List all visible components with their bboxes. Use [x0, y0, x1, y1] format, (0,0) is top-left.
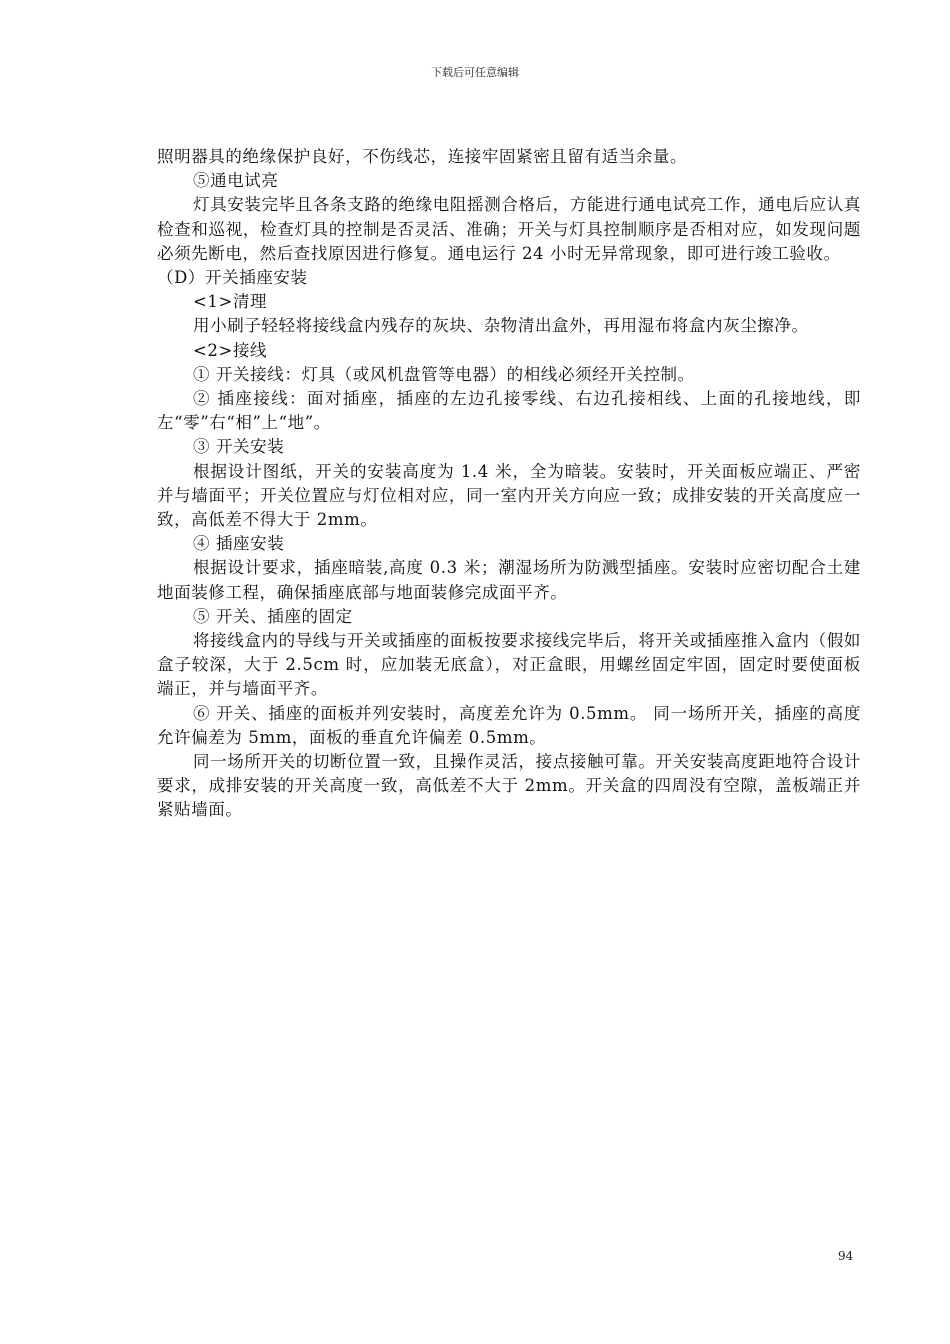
paragraph-socket-wiring: ② 插座接线：面对插座，插座的左边孔接零线、右边孔接相线、上面的孔接地线，即左“零”右“相”上“地”。	[157, 389, 861, 433]
heading-cleaning: <1>清理	[193, 292, 268, 312]
paragraph-power-on-test: 灯具安装完毕且各条支路的绝缘电阻摇测合格后，方能进行通电试亮工作，通电后应认真检查和巡视，检查灯具的控制是否灵活、准确；开关与灯具控制顺序是否相对应，如发现问题必须先断电，然后查找原因进行修复。通电运行 24 小时无异常现象，即可进行竣工验收。	[157, 195, 861, 263]
paragraph-fixing: 将接线盒内的导线与开关或插座的面板按要求接线完毕后，将开关或插座推入盒内（假如盒子较深，大于 2.5cm 时，应加装无底盒），对正盒眼，用螺丝固定牢固，固定时要使面板端正，并与墙面平齐。	[157, 631, 861, 699]
paragraph-panel-tolerance: ⑥ 开关、插座的面板并列安装时，高度差允许为 0.5mm。 同一场所开关，插座的高度允许偏差为 5mm，面板的垂直允许偏差 0.5mm。	[157, 703, 861, 747]
paragraph-cleaning: 用小刷子轻轻将接线盒内残存的灰块、杂物清出盒外，再用湿布将盒内灰尘擦净。	[193, 316, 809, 336]
document-body	[157, 145, 861, 823]
heading-wiring: <2>接线	[193, 340, 268, 360]
heading-switch-installation: ③ 开关安装	[193, 437, 285, 457]
paragraph-switch-wiring: ① 开关接线：灯具（或风机盘管等电器）的相线必须经开关控制。	[193, 364, 695, 384]
paragraph-socket-installation: 根据设计要求，插座暗装,高度 0.3 米；潮湿场所为防溅型插座。安装时应密切配合土建地面装修工程，确保插座底部与地面装修完成面平齐。	[157, 558, 861, 602]
paragraph-switch-installation: 根据设计图纸，开关的安装高度为 1.4 米，全为暗装。安装时，开关面板应端正、严密并与墙面平；开关位置应与灯位相对应，同一室内开关方向应一致；成排安装的开关高度应一致，高低差不得大于 2mm。	[157, 461, 861, 530]
paragraph-lighting-insulation: 照明器具的绝缘保护良好，不伤线芯，连接牢固紧密且留有适当余量。	[157, 147, 688, 166]
heading-power-on-test: ⑤通电试亮	[193, 171, 279, 191]
section-heading-switch-socket: （D）开关插座安装	[157, 268, 308, 288]
heading-socket-installation: ④ 插座安装	[193, 534, 285, 554]
heading-fixing: ⑤ 开关、插座的固定	[193, 606, 353, 626]
paragraph-switch-requirements: 同一场所开关的切断位置一致，且操作灵活，接点接触可靠。开关安装高度距地符合设计要求，成排安装的开关高度一致，高低差不大于 2mm。开关盒的四周没有空隙，盖板端正并紧贴墙面。	[157, 752, 861, 820]
page-header: 下载后可任意编辑	[431, 66, 519, 79]
page-number: 94	[838, 1249, 854, 1263]
